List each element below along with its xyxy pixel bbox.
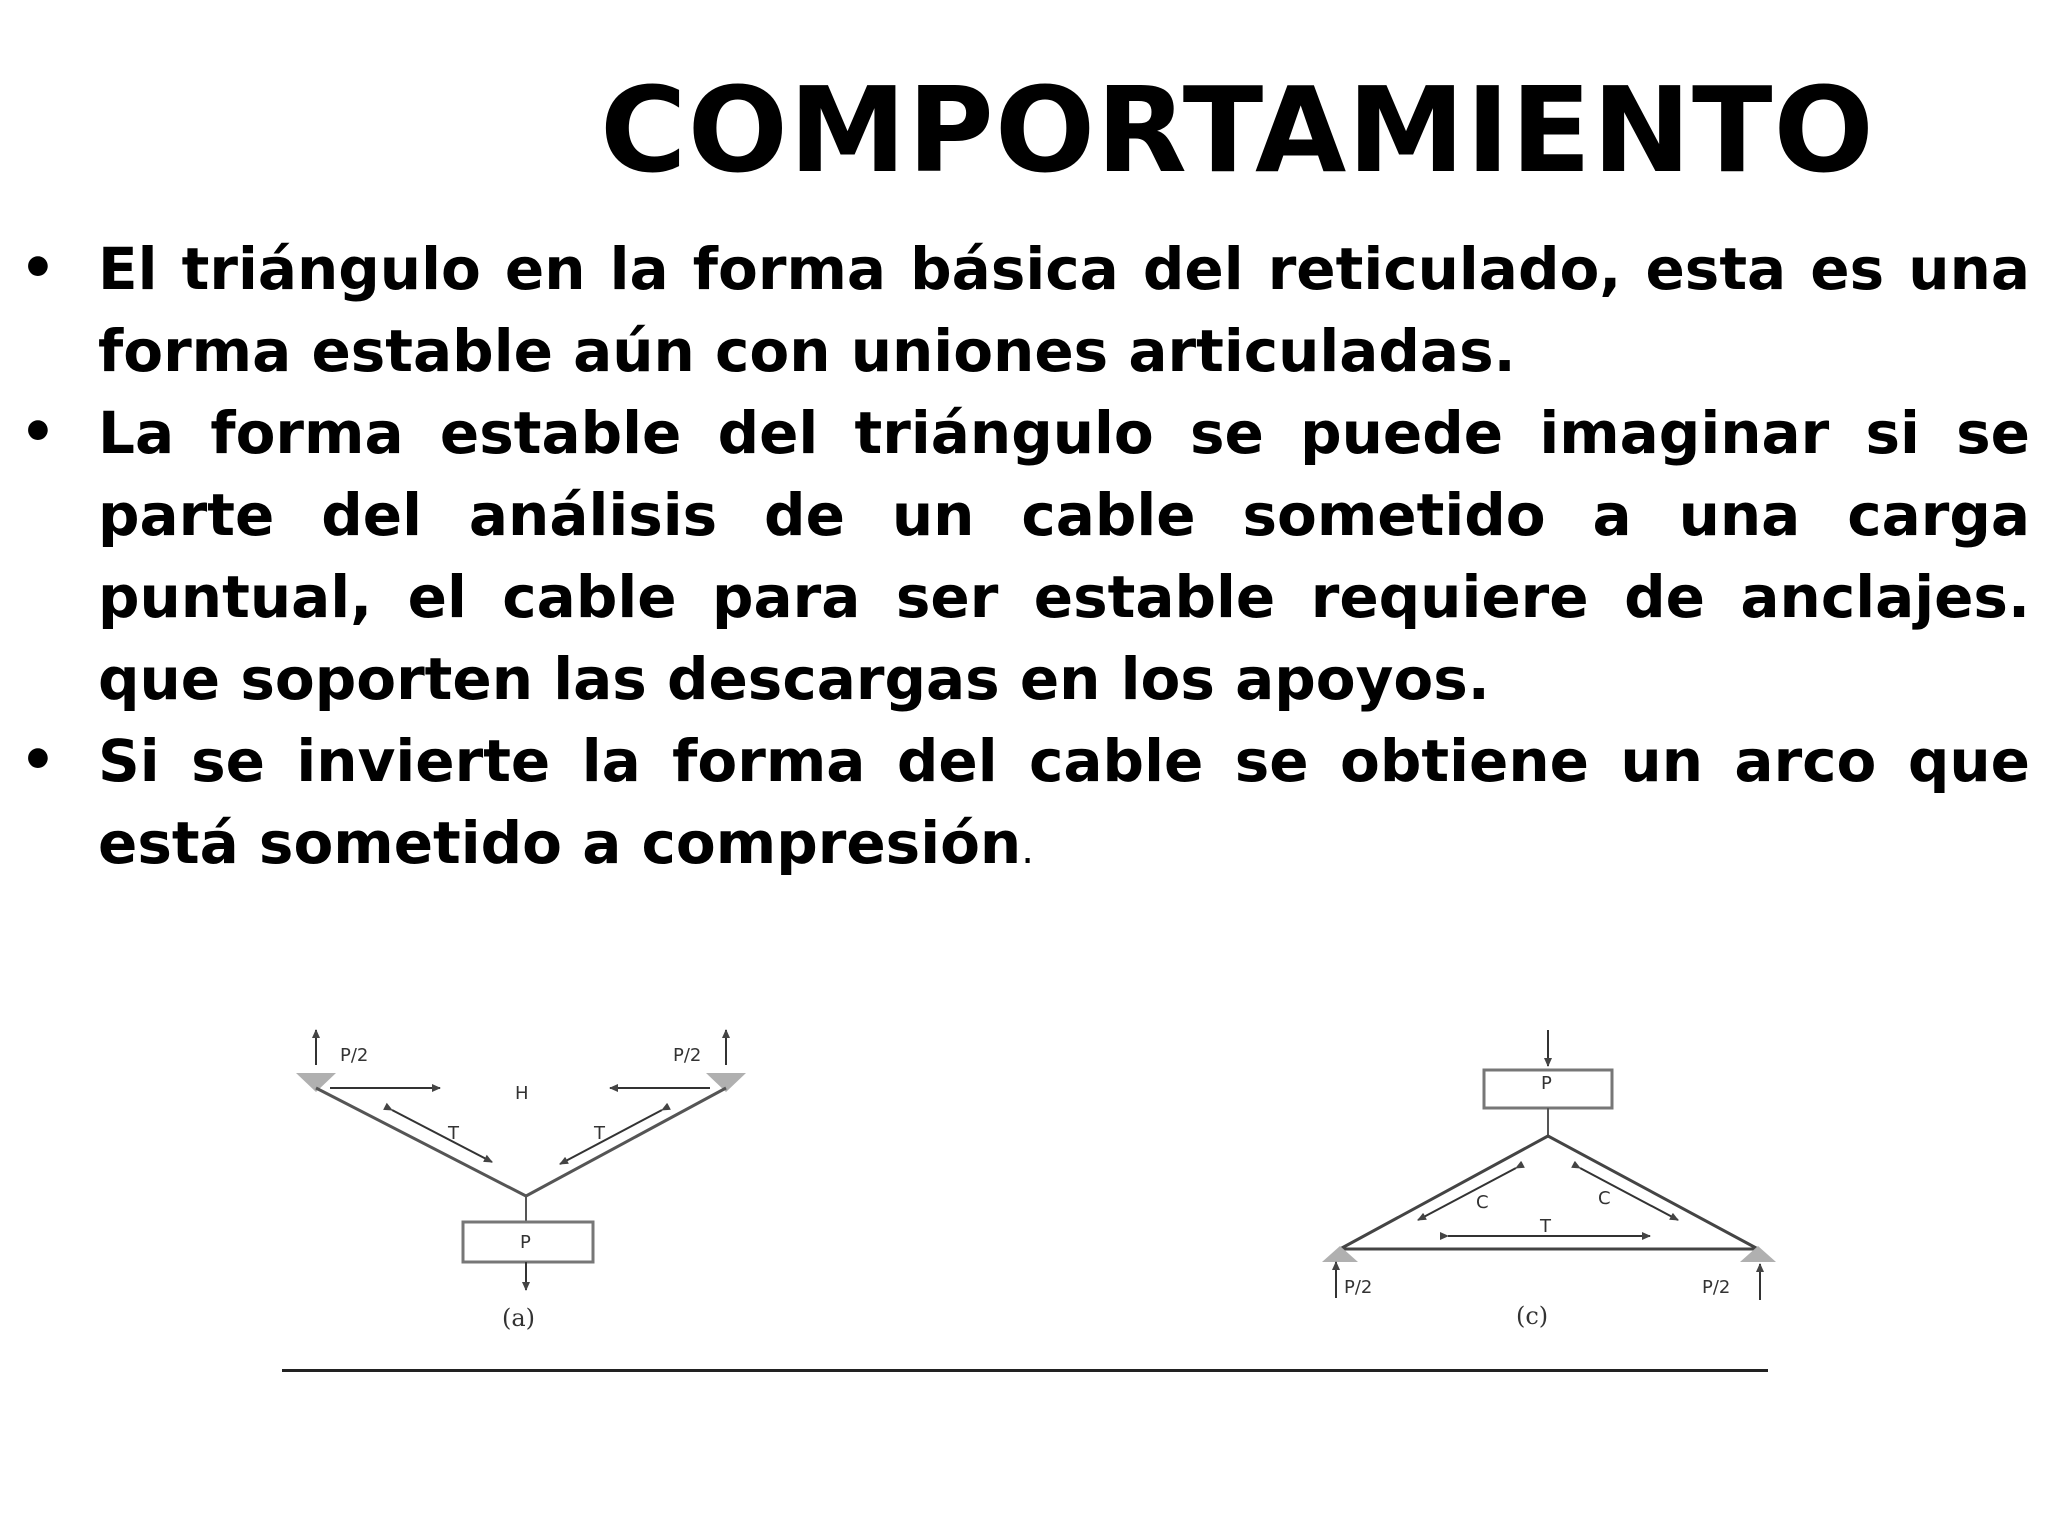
bullet-symbol: • bbox=[20, 236, 56, 301]
bullet-text: La forma estable del triángulo se puede imaginar si se parte del análisis de un cable sometido a una carga puntual, el cable para ser estable requiere de anclajes. que soporten las descargas en los apoyos. bbox=[98, 399, 2030, 713]
left-t-label: T bbox=[448, 1123, 459, 1144]
load-label: P bbox=[520, 1232, 531, 1253]
right-reaction-label: P/2 bbox=[1702, 1277, 1731, 1298]
left-c-arrow bbox=[1418, 1168, 1516, 1220]
bullet-symbol: • bbox=[20, 728, 56, 793]
load-label: P bbox=[1541, 1073, 1552, 1094]
divider-line bbox=[282, 1369, 1768, 1372]
caption-c: (c) bbox=[1516, 1302, 1549, 1330]
arch-diagram bbox=[1322, 1030, 1776, 1330]
right-t-arrow bbox=[560, 1110, 662, 1164]
bullet-text-period: . bbox=[1021, 827, 1034, 873]
bullet-text: El triángulo en la forma básica del reticulado, esta es una forma estable aún con uniones articuladas. bbox=[98, 235, 2030, 385]
h-label: H bbox=[515, 1083, 529, 1104]
left-c-label: C bbox=[1476, 1192, 1489, 1213]
caption-a: (a) bbox=[502, 1304, 536, 1332]
right-t-label: T bbox=[594, 1123, 605, 1144]
right-cable-member bbox=[526, 1088, 726, 1196]
bullet-symbol: • bbox=[20, 400, 56, 465]
left-cable-member bbox=[316, 1088, 526, 1196]
right-c-label: C bbox=[1598, 1188, 1611, 1209]
bullet-text-main: Si se invierte la forma del cable se obtiene un arco que está sometido a compresión bbox=[98, 727, 2030, 877]
right-reaction-label: P/2 bbox=[673, 1045, 702, 1066]
right-c-arrow bbox=[1580, 1168, 1678, 1220]
left-reaction-label: P/2 bbox=[1344, 1277, 1373, 1298]
left-reaction-label: P/2 bbox=[340, 1045, 369, 1066]
tie-label: T bbox=[1540, 1216, 1551, 1237]
cable-diagram bbox=[296, 1030, 746, 1332]
slide-title: COMPORTAMIENTO bbox=[600, 61, 1875, 199]
